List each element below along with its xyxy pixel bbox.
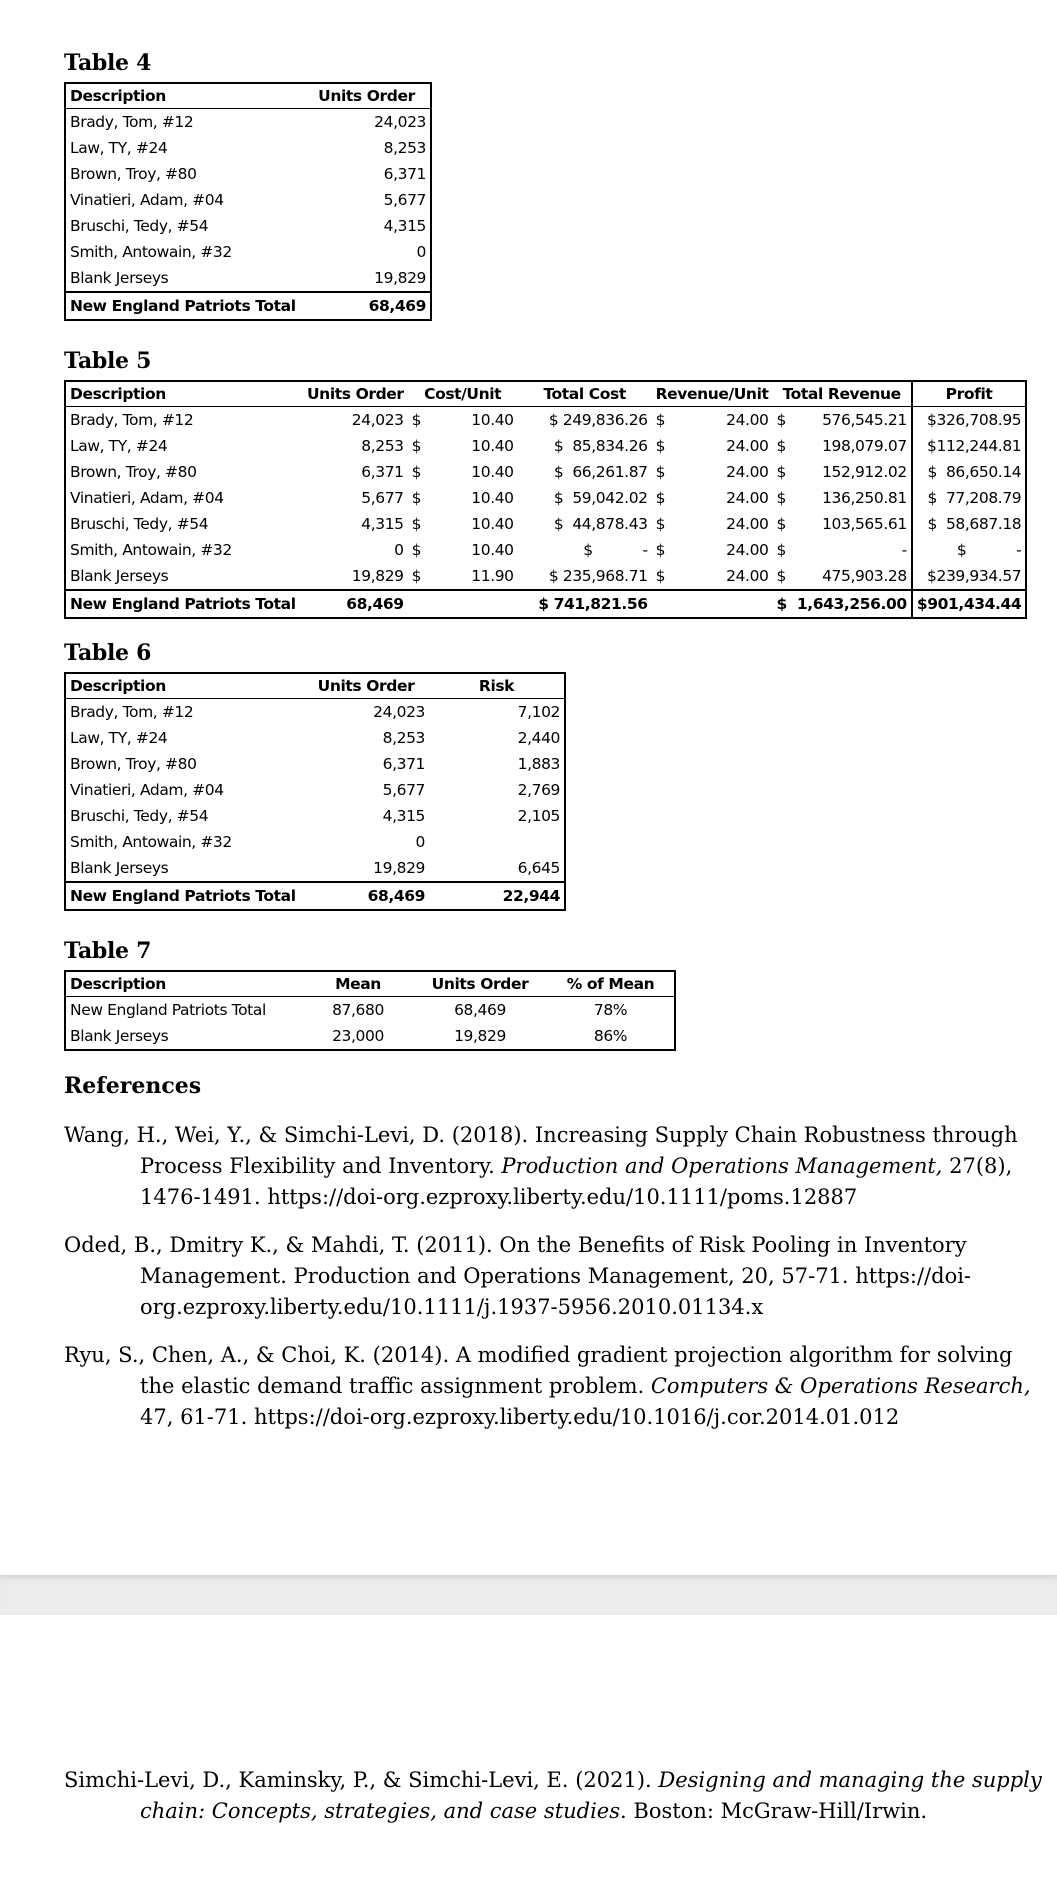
table-row bbox=[65, 855, 565, 882]
currency-symbol: $ bbox=[411, 489, 422, 507]
row-description: Bruschi, Tedy, #54 bbox=[70, 217, 209, 235]
row-description: Smith, Antowain, #32 bbox=[70, 833, 232, 851]
row-total-cost: $ 249,836.26 bbox=[548, 411, 648, 429]
row-units: 19,829 bbox=[454, 1027, 506, 1045]
row-description: Law, TY, #24 bbox=[70, 139, 168, 157]
row-units: 5,677 bbox=[383, 191, 426, 209]
reference-book-title: Designing and managing the supply chain: Concepts, strategies, and case studies bbox=[140, 1768, 1042, 1823]
currency-symbol: $ bbox=[411, 515, 422, 533]
row-total-revenue: 576,545.21 bbox=[822, 411, 907, 429]
table-total-row bbox=[65, 882, 565, 910]
table-header-row bbox=[65, 673, 565, 699]
row-total-revenue: 136,250.81 bbox=[822, 489, 907, 507]
row-risk: 2,769 bbox=[517, 781, 560, 799]
document-page-2 bbox=[0, 1615, 1057, 1902]
table-total-row bbox=[65, 292, 431, 320]
row-mean: 87,680 bbox=[332, 1001, 384, 1019]
row-description: Vinatieri, Adam, #04 bbox=[70, 781, 224, 799]
row-risk: 2,105 bbox=[517, 807, 560, 825]
row-units: 24,023 bbox=[373, 703, 425, 721]
row-units: 24,023 bbox=[374, 113, 426, 131]
row-description: Vinatieri, Adam, #04 bbox=[70, 489, 224, 507]
row-units: 8,253 bbox=[383, 139, 426, 157]
references-heading: References bbox=[64, 1073, 202, 1099]
row-revenue-unit: 24.00 bbox=[726, 463, 769, 481]
row-revenue-unit: 24.00 bbox=[726, 437, 769, 455]
currency-symbol: $ bbox=[411, 411, 422, 429]
row-description: Brady, Tom, #12 bbox=[70, 411, 194, 429]
row-risk: 1,883 bbox=[517, 755, 560, 773]
table-row bbox=[65, 511, 1026, 537]
row-profit: $ - bbox=[912, 537, 1026, 563]
row-description: Brown, Troy, #80 bbox=[70, 463, 197, 481]
row-description: Brady, Tom, #12 bbox=[70, 703, 194, 721]
reference-journal: Computers & Operations Research, bbox=[650, 1374, 1031, 1398]
table-header-row bbox=[65, 381, 1026, 407]
table-row bbox=[65, 1023, 675, 1050]
row-risk: 6,645 bbox=[517, 859, 560, 877]
row-percent-of-mean: 78% bbox=[593, 1001, 628, 1019]
header-units-order: Units Order bbox=[413, 971, 547, 997]
currency-symbol: $ bbox=[776, 411, 786, 429]
row-profit: $112,244.81 bbox=[912, 433, 1026, 459]
currency-symbol: $ bbox=[776, 437, 786, 455]
row-units: 4,315 bbox=[382, 807, 425, 825]
currency-symbol: $ bbox=[776, 567, 786, 585]
table-5 bbox=[64, 380, 1027, 619]
header-total-revenue: Total Revenue bbox=[773, 381, 912, 407]
row-total-cost: $ - bbox=[583, 541, 648, 559]
currency-symbol: $ bbox=[655, 515, 666, 533]
table-row bbox=[65, 997, 675, 1024]
table-row bbox=[65, 829, 565, 855]
row-units: 5,677 bbox=[361, 489, 404, 507]
reference-entry-2 bbox=[64, 1230, 1049, 1323]
row-cost-unit: 10.40 bbox=[471, 515, 514, 533]
row-revenue-unit: 24.00 bbox=[726, 515, 769, 533]
table-header-row bbox=[65, 971, 675, 997]
row-description: New England Patriots Total bbox=[70, 1001, 266, 1019]
row-units: 24,023 bbox=[351, 411, 404, 429]
header-description: Description bbox=[65, 971, 303, 997]
table-7-title: Table 7 bbox=[64, 938, 152, 964]
currency-symbol: $ bbox=[411, 567, 422, 585]
reference-details: 27(8), 1476-1491. https://doi-org.ezproxy.liberty.edu/10.1111/poms.12887 bbox=[140, 1154, 1013, 1209]
header-units-order: Units Order bbox=[303, 381, 408, 407]
header-risk: Risk bbox=[429, 673, 565, 699]
row-units: 0 bbox=[394, 541, 404, 559]
total-risk: 22,944 bbox=[429, 882, 565, 910]
row-units: 6,371 bbox=[383, 165, 426, 183]
reference-entry-4 bbox=[64, 1765, 1049, 1827]
total-label: New England Patriots Total bbox=[65, 292, 303, 320]
table-row bbox=[65, 239, 431, 265]
total-label: New England Patriots Total bbox=[65, 590, 303, 618]
header-description: Description bbox=[65, 673, 303, 699]
total-label: New England Patriots Total bbox=[65, 882, 303, 910]
row-description: Blank Jerseys bbox=[70, 859, 169, 877]
table-row bbox=[65, 725, 565, 751]
row-description: Blank Jerseys bbox=[70, 1027, 169, 1045]
row-units: 6,371 bbox=[382, 755, 425, 773]
row-units: 68,469 bbox=[454, 1001, 506, 1019]
row-units: 4,315 bbox=[383, 217, 426, 235]
total-profit: $901,434.44 bbox=[912, 590, 1026, 618]
currency-symbol: $ bbox=[655, 463, 666, 481]
currency-symbol: $ bbox=[411, 463, 422, 481]
row-description: Brown, Troy, #80 bbox=[70, 755, 197, 773]
table-row bbox=[65, 135, 431, 161]
table-4 bbox=[64, 82, 432, 321]
row-units: 4,315 bbox=[361, 515, 404, 533]
total-revenue: $ 1,643,256.00 bbox=[773, 590, 912, 618]
row-description: Blank Jerseys bbox=[70, 269, 169, 287]
row-revenue-unit: 24.00 bbox=[726, 567, 769, 585]
table-row bbox=[65, 485, 1026, 511]
row-description: Law, TY, #24 bbox=[70, 437, 168, 455]
table-row bbox=[65, 537, 1026, 563]
row-risk: 2,440 bbox=[517, 729, 560, 747]
table-row bbox=[65, 161, 431, 187]
row-total-revenue: 198,079.07 bbox=[822, 437, 907, 455]
reference-entry-1 bbox=[64, 1120, 1049, 1213]
row-cost-unit: 10.40 bbox=[471, 437, 514, 455]
row-revenue-unit: 24.00 bbox=[726, 411, 769, 429]
row-total-cost: $ 66,261.87 bbox=[553, 463, 648, 481]
row-cost-unit: 10.40 bbox=[471, 489, 514, 507]
row-description: Vinatieri, Adam, #04 bbox=[70, 191, 224, 209]
row-profit: $326,708.95 bbox=[912, 407, 1026, 434]
table-6 bbox=[64, 672, 566, 911]
row-total-cost: $ 59,042.02 bbox=[553, 489, 648, 507]
header-description: Description bbox=[65, 381, 303, 407]
row-cost-unit: 11.90 bbox=[471, 567, 514, 585]
row-description: Smith, Antowain, #32 bbox=[70, 541, 232, 559]
row-units: 0 bbox=[416, 243, 426, 261]
reference-details: 47, 61-71. https://doi-org.ezproxy.liberty.edu/10.1016/j.cor.2014.01.012 bbox=[140, 1405, 900, 1429]
table-row bbox=[65, 265, 431, 292]
header-total-cost: Total Cost bbox=[518, 381, 652, 407]
row-profit: $ 86,650.14 bbox=[912, 459, 1026, 485]
currency-symbol: $ bbox=[776, 489, 786, 507]
row-cost-unit: 10.40 bbox=[471, 541, 514, 559]
reference-text: Oded, B., Dmitry K., & Mahdi, T. (2011). On the Benefits of Risk Pooling in Inventory Management. Production and Operations Management, 20, 57-71. https://doi-org.ezproxy.liberty.edu/10.1111/j.1937-5956.2010.01134.x bbox=[64, 1233, 972, 1319]
row-profit: $ 58,687.18 bbox=[912, 511, 1026, 537]
currency-symbol: $ bbox=[776, 463, 786, 481]
row-risk: 7,102 bbox=[517, 703, 560, 721]
row-description: Blank Jerseys bbox=[70, 567, 169, 585]
row-description: Bruschi, Tedy, #54 bbox=[70, 515, 209, 533]
currency-symbol: $ bbox=[776, 515, 786, 533]
currency-symbol: $ bbox=[411, 541, 422, 559]
row-description: Law, TY, #24 bbox=[70, 729, 168, 747]
row-description: Brady, Tom, #12 bbox=[70, 113, 194, 131]
table-4-title: Table 4 bbox=[64, 50, 152, 76]
row-cost-unit: 10.40 bbox=[471, 463, 514, 481]
header-revenue-unit: Revenue/Unit bbox=[652, 381, 773, 407]
row-percent-of-mean: 86% bbox=[593, 1027, 628, 1045]
row-profit: $ 77,208.79 bbox=[912, 485, 1026, 511]
table-row bbox=[65, 187, 431, 213]
currency-symbol: $ bbox=[655, 411, 666, 429]
total-units: 68,469 bbox=[303, 590, 408, 618]
reference-details: . Boston: McGraw-Hill/Irwin. bbox=[620, 1799, 928, 1823]
table-row bbox=[65, 777, 565, 803]
row-cost-unit: 10.40 bbox=[471, 411, 514, 429]
reference-text: Wang, H., Wei, Y., & Simchi-Levi, D. (2018). Increasing Supply Chain Robustness through Process Flexibility and Inventory. bbox=[64, 1123, 1018, 1178]
row-units: 0 bbox=[415, 833, 425, 851]
total-cost: $ 741,821.56 bbox=[518, 590, 652, 618]
currency-symbol: $ bbox=[411, 437, 422, 455]
row-units: 5,677 bbox=[382, 781, 425, 799]
table-row bbox=[65, 459, 1026, 485]
currency-symbol: $ bbox=[655, 541, 666, 559]
header-cost-unit: Cost/Unit bbox=[408, 381, 518, 407]
total-units: 68,469 bbox=[303, 292, 431, 320]
table-total-row bbox=[65, 590, 1026, 618]
table-row bbox=[65, 563, 1026, 590]
row-revenue-unit: 24.00 bbox=[726, 489, 769, 507]
row-units: 19,829 bbox=[351, 567, 404, 585]
row-total-revenue: 103,565.61 bbox=[822, 515, 907, 533]
table-row bbox=[65, 109, 431, 136]
currency-symbol: $ bbox=[655, 489, 666, 507]
header-units-order: Units Order bbox=[303, 673, 429, 699]
row-description: Brown, Troy, #80 bbox=[70, 165, 197, 183]
row-units: 6,371 bbox=[361, 463, 404, 481]
row-total-cost: $ 85,834.26 bbox=[553, 437, 648, 455]
currency-symbol: $ bbox=[655, 567, 666, 585]
row-units: 8,253 bbox=[382, 729, 425, 747]
reference-text: Simchi-Levi, D., Kaminsky, P., & Simchi-Levi, E. (2021). bbox=[64, 1768, 659, 1792]
header-units-order: Units Order bbox=[303, 83, 431, 109]
row-mean: 23,000 bbox=[332, 1027, 384, 1045]
row-description: Bruschi, Tedy, #54 bbox=[70, 807, 209, 825]
table-row bbox=[65, 751, 565, 777]
row-total-cost: $ 44,878.43 bbox=[553, 515, 648, 533]
table-5-title: Table 5 bbox=[64, 348, 152, 374]
table-header-row bbox=[65, 83, 431, 109]
row-risk bbox=[429, 829, 565, 855]
reference-text: Ryu, S., Chen, A., & Choi, K. (2014). A modified gradient projection algorithm for solving the elastic demand traffic assignment problem. bbox=[64, 1343, 1013, 1398]
table-row bbox=[65, 407, 1026, 434]
table-6-title: Table 6 bbox=[64, 640, 152, 666]
table-7 bbox=[64, 970, 676, 1051]
row-units: 19,829 bbox=[374, 269, 426, 287]
row-total-revenue: - bbox=[901, 541, 907, 559]
row-total-revenue: 152,912.02 bbox=[822, 463, 907, 481]
table-row bbox=[65, 699, 565, 726]
row-profit: $239,934.57 bbox=[912, 563, 1026, 590]
reference-entry-3 bbox=[64, 1340, 1049, 1433]
currency-symbol: $ bbox=[655, 437, 666, 455]
row-description: Smith, Antowain, #32 bbox=[70, 243, 232, 261]
row-units: 19,829 bbox=[373, 859, 425, 877]
header-description: Description bbox=[65, 83, 303, 109]
page-break bbox=[0, 1575, 1057, 1615]
table-row bbox=[65, 803, 565, 829]
header-percent-of-mean: % of Mean bbox=[547, 971, 675, 997]
row-total-revenue: 475,903.28 bbox=[822, 567, 907, 585]
row-revenue-unit: 24.00 bbox=[726, 541, 769, 559]
row-total-cost: $ 235,968.71 bbox=[548, 567, 648, 585]
table-row bbox=[65, 213, 431, 239]
row-units: 8,253 bbox=[361, 437, 404, 455]
reference-journal: Production and Operations Management, bbox=[501, 1154, 943, 1178]
table-row bbox=[65, 433, 1026, 459]
header-profit: Profit bbox=[912, 381, 1026, 407]
total-units: 68,469 bbox=[303, 882, 429, 910]
header-mean: Mean bbox=[303, 971, 413, 997]
currency-symbol: $ bbox=[776, 541, 786, 559]
